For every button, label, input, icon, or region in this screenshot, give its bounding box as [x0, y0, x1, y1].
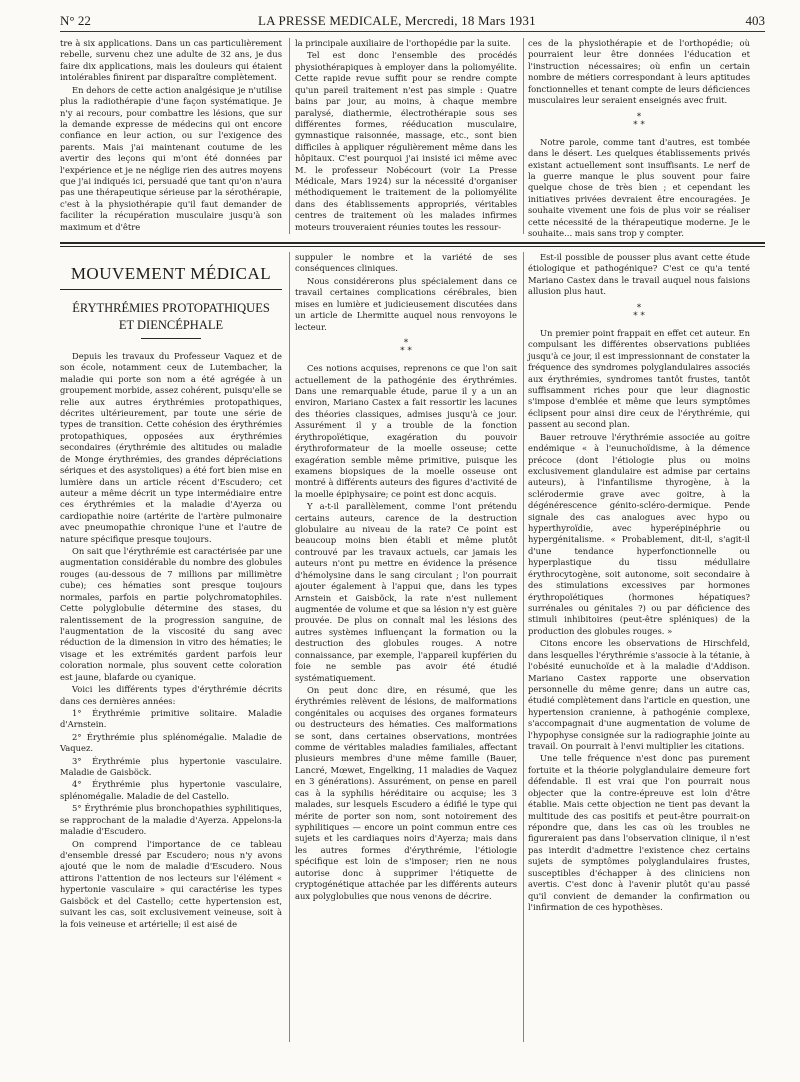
article-column-2 — [295, 252, 517, 903]
paragraph: On comprend l'importance de ce tableau d'ensemble dressé par Escudero; nous n'y avons ajouté que le nom de maladie d'Escudero. Nous attirons l'attention de nos lecteurs sur l'élément « hypertonie vasculaire » qui caractérise les types Gaisböck et del Castello; cette hypertension est, suivant les cas, soit exclusivement veineuse, soit à la fois veineuse et artérielle; il est aisé de — [60, 838, 282, 929]
paragraph: tre à six applications. Dans un cas particulièrement rebelle, survenu chez une adulte de 32 ans, je dus faire dix applications, mais les douleurs qui étaient intolérables finirent par disparaître complètement. — [60, 38, 282, 83]
section-stars: * * * — [633, 302, 645, 321]
erythremia-types-list — [60, 708, 282, 838]
paragraph: Notre parole, comme tant d'autres, est tombée dans le désert. Les quelques établissements privés existant actuellement sont insuffisants. Le nerf de la guerre manque le plus souvent pour faire quelque chose de très bien ; et cependant les initiatives privées devraient être encouragées. Je souhaite vivement une fois de plus voir se réaliser cette nécessité de la thérapeutique moderne. Je le souhaite... mais sans trop y compter. — [528, 136, 750, 239]
top-column-2 — [295, 38, 517, 234]
paragraph: En dehors de cette action analgésique je n'utilise plus la radiothérapie d'une façon systématique. Je n'y ai recours, pour combattre les lésions, que sur la demande expresse de médecins qui ont encore confiance en leur action, ou sur l'exigence des parents. Mais j'ai maintenant coutume de les avertir des leçons qui m'ont été données par l'expérience et je ne néglige rien des autres moyens que j'ai indiqués ici, persuadé que tant qu'on n'aura pas une thérapeutique sérieuse par la sérothérapie, c'est à la physiothérapie qu'il faut demander de faciliter la récupération musculaire jusqu'à son maximum et d'être — [60, 84, 282, 232]
top-column-3 — [528, 38, 750, 241]
paragraph: Voici les différents types d'érythrémie décrits dans ces dernières années: — [60, 684, 282, 706]
page-number: 403 — [745, 13, 765, 28]
rubric-rule — [60, 289, 282, 290]
column-divider — [289, 38, 290, 234]
section-rule — [60, 242, 765, 244]
journal-title: LA PRESSE MEDICALE, Mercredi, 18 Mars 1931 — [258, 13, 536, 28]
list-item: 4° Érythrémie plus hypertonie vasculaire, splénomégalie. Maladie de del Castello. — [60, 779, 282, 801]
rubric-heading: MOUVEMENT MÉDICAL — [70, 264, 272, 283]
paragraph: ces de la physiothérapie et de l'orthopédie; où pourraient leur être données l'éducation et l'instruction nécessaires; où enfin un certain nombre de métiers correspondant à leurs aptitudes fonctionnelles et tenant compte de leurs déficiences musculaires leur seraient enseignés avec fruit. — [528, 38, 751, 106]
article-column-3 — [528, 252, 750, 914]
paragraph: Une telle fréquence n'est donc pas purement fortuite et la théorie polyglandulaire demeure fort défendable. Il est vrai que l'on pourrait nous objecter que la contre-épreuve est loin d'être établie. Mais cette objection ne tient pas devant la multitude des cas positifs et peut-être pourrait-on répondre que, dans les cas où les troubles ne figureraient pas dans l'observation clinique, il n'est pas interdit d'admettre l'existence chez certains sujets de symptômes polyglandulaires frustes, susceptibles d'échapper à des cliniciens non avertis. C'est donc à l'avenir plutôt qu'au passé qu'il convient de demander la confirmation ou l'infirmation de ces hypothèses. — [528, 753, 750, 912]
paragraph: Bauer retrouve l'érythrémie associée au goitre endémique « à l'eunuchoïdisme, à la démence précoce (dont l'étiologie plus ou moins exclusivement glandulaire est admise par certains auteurs), à l'infantilisme thyrogène, à la sclérodermie grave avec goitre, à la dégénérescence génito-scléro-dermique. Pende signale des cas analogues avec hypo ou hyperthyroïdie, avec hyperépinéphrie ou hypergénitalisme. « Probablement, dit-il, s'agit-il d'une tendance hyperfonctionnelle ou hyperplastique du tissu médullaire érythrocytogène, soit autonome, soit secondaire à des stimulations excessives par hormones érythropoïétiques (hormones hépatiques? surrénales ou génitales ?) ou par déficience des stimuli inhibitoires (peut-être spléniques) de la production des globules rouges. » — [528, 431, 750, 636]
paragraph: la principale auxiliaire de l'orthopédie par la suite. — [295, 38, 511, 48]
paragraph: Depuis les travaux du Professeur Vaquez et de son école, notamment ceux de Lutembacher, la maladie qui porte son nom a été agrégée à un groupement morbide, assez cohérent, puisqu'elle se relie aux autres érythrémies protopathiques, décrites ultérieurement, par toute une série de types de transition. Cette cohésion des érythrémies protopathiques, opposées aux érythrémies secondaires (érythrémie des altitudes ou maladie de Monge érythrémies, des grandes dépréciations sériques et des asystoliques) a été fort bien mise en lumière dans un article récent d'Escudero; cet auteur a même décrit un type intermédiaire entre ces érythrémies et la maladie d'Ayerza ou cardiopathie noire (artérite de l'artère pulmonaire avec pneumopathie chronique l'une et l'autre de nature spécifique presque toujours. — [60, 350, 282, 544]
section-rule — [60, 246, 765, 247]
paragraph: On sait que l'érythrémie est caractérisée par une augmentation considérable du nombre des globules rouges (au-dessous de 7 millions par millimètre cube); ces hématies sont presque toujours normales, parfois en partie polychromatophiles. Cette polyglobulie détermine des stases, du ralentissement de la progression sanguine, de l'augmentation de la viscosité du sang avec réduction de la dimension in vitro des hématies; le visage et les extrémités gardent parfois leur coloration normale, plus souvent cette coloration est jaune, blafarde ou cyanique. — [60, 546, 282, 682]
title-rule — [141, 338, 201, 339]
column-divider — [523, 38, 524, 234]
list-item: 2° Érythrémie plus splénomégalie. Maladie de Vaquez. — [60, 731, 282, 754]
page-header — [60, 12, 765, 30]
article-title: ÉRYTHRÉMIES PROTOPATHIQUES ET DIENCÉPHALE — [72, 301, 270, 332]
paragraph: Y a-t-il parallèlement, comme l'ont prétendu certains auteurs, carence de la destruction globulaire au niveau de la rate? Ce point est beaucoup moins bien établi et même plutôt controuvé par les travaux actuels, car jamais les auteurs n'ont pu mettre en évidence la présence d'hémolysine dans le sang circulant ; l'on pourrait ajouter également à l'appui que, dans les types Arnstein et Gaisböck, la rate n'est nullement augmentée de volume et que sa lésion n'y est guère prouvée. De plus on connaît mal les lésions des autres systèmes influençant la formation ou la destruction des globules rouges. A notre connaissance, par exemple, l'appareil kupférien du foie ne semble pas avoir été étudié systématiquement. — [295, 501, 517, 683]
header-rule — [60, 31, 765, 32]
top-column-1 — [60, 38, 282, 234]
column-divider — [523, 252, 524, 1042]
paragraph: Ces notions acquises, reprenons ce que l'on sait actuellement de la pathogénie des érythrémies. Dans une remarquable étude, parue il y a un an environ, Mariano Castex a fait ressortir les lacunes des théories classiques, admises jusqu'à ce jour. Assurément il y a trouble de la fonction érythropoïétique, exagération du pouvoir érythroformateur de la moelle osseuse; cette exagération semble même primitive, puisque les examens biopsiques de la moelle osseuse ont montré à différents auteurs des figures d'activité de la moelle épiphysaire; ce point est donc acquis. — [295, 363, 517, 499]
paragraph: On peut donc dire, en résumé, que les érythrémies relèvent de lésions, de malformations congénitales ou acquises des organes formateurs ou destructeurs des hématies. Ces malformations se sont, dans certaines observations, montrées comme de véritables maladies familiales, affectant plusieurs membres d'une même famille (Bauer, Lancré, Mœwet, Engelking, 11 maladies de Vaquez en 3 générations). Assurément, on pense en pareil cas à la syphilis héréditaire ou acquise; les 3 malades, sur lesquels Escudero a édifié le type qui mérite de porter son nom, sont notoirement des syphilitiques — encore un point commun entre ces sujets et les cardiaques noirs d'Ayerza; mais dans les autres formes d'érythrémie, l'étiologie spécifique est loin de s'imposer; rien ne nous autorise donc à supprimer l'étiquette de cryptogénétique attachée par les différents auteurs aux polyglobulies que nous venons de décrire. — [295, 684, 517, 901]
issue-number: N° 22 — [60, 13, 91, 28]
section-stars: * * * — [633, 111, 645, 130]
article-column-1 — [60, 252, 282, 931]
paragraph: Un premier point frappait en effet cet auteur. En compulsant les différentes observations publiées jusqu'à ce jour, il est impressionnant de constater la fréquence des syndromes polyglandulaires associés aux érythrémies, syndromes tantôt frustes, tantôt suffisamment riches pour que leur diagnostic s'impose d'emblée et même que leurs symptômes éclipsent pour ainsi dire ceux de l'érythrémie, qui passent au second plan. — [528, 327, 750, 430]
paragraph: Citons encore les observations de Hirschfeld, dans lesquelles l'érythrémie s'associe à la tétanie, à l'obésité eunuchoïde et à la maladie d'Addison. Mariano Castex rapporte une observation personnelle du même genre; dans un autre cas, étudié complètement dans l'article en question, une hypertension cranienne, à pathogénie complexe, s'accompagnait d'une augmentation de volume de l'hypophyse consignée sur la radiographie jointe au travail. On pourrait à l'envi multiplier les citations. — [528, 638, 750, 752]
paragraph: suppuler le nombre et la variété de ses conséquences cliniques. — [295, 252, 517, 274]
section-stars: * * * — [400, 337, 412, 357]
paragraph: Est-il possible de pousser plus avant cette étude étiologique et pathogénique? C'est ce qu'a tenté Mariano Castex dans le travail auquel nous faisions allusion plus haut. — [528, 252, 750, 297]
column-divider — [289, 252, 290, 1042]
list-item: 5° Érythrémie plus bronchopathies syphilitiques, se rapprochant de la maladie d'Ayerza. Appelons-la maladie d'Escudero. — [60, 803, 282, 837]
paragraph: Tel est donc l'ensemble des procédés physiothérapiques à employer dans la poliomyélite. Cette rapide revue suffit pour se rendre compte qu'un pareil traitement n'est pas simple : Quatre bains par jour, au moins, à chaque membre paralysé, diathermie, électrothérapie sous ses différentes formes, rééducation musculaire, gymnastique raisonnée, massage, etc., sont bien difficiles à appliquer régulièrement même dans les hôpitaux. C'est pourquoi j'ai insisté ici même avec M. le professeur Nobécourt (voir La Presse Médicale, Mars 1924) sur la nécessité d'organiser méthodiquement le traitement de la poliomyélite dans des établissements appropriés, véritables centres de traitement où les malades infirmes moteurs trouveraient réunies toutes les ressour- — [295, 50, 517, 232]
paragraph: Nous considérerons plus spécialement dans ce travail certaines complications cérébrales, bien mises en lumière et judicieusement discutées dans un article de Lhermitte auquel nous renvoyons le lecteur. — [295, 275, 517, 332]
list-item: 1° Érythrémie primitive solitaire. Maladie d'Arnstein. — [60, 707, 282, 730]
list-item: 3° Érythrémie plus hypertonie vasculaire. Maladie de Gaisböck. — [60, 755, 282, 778]
